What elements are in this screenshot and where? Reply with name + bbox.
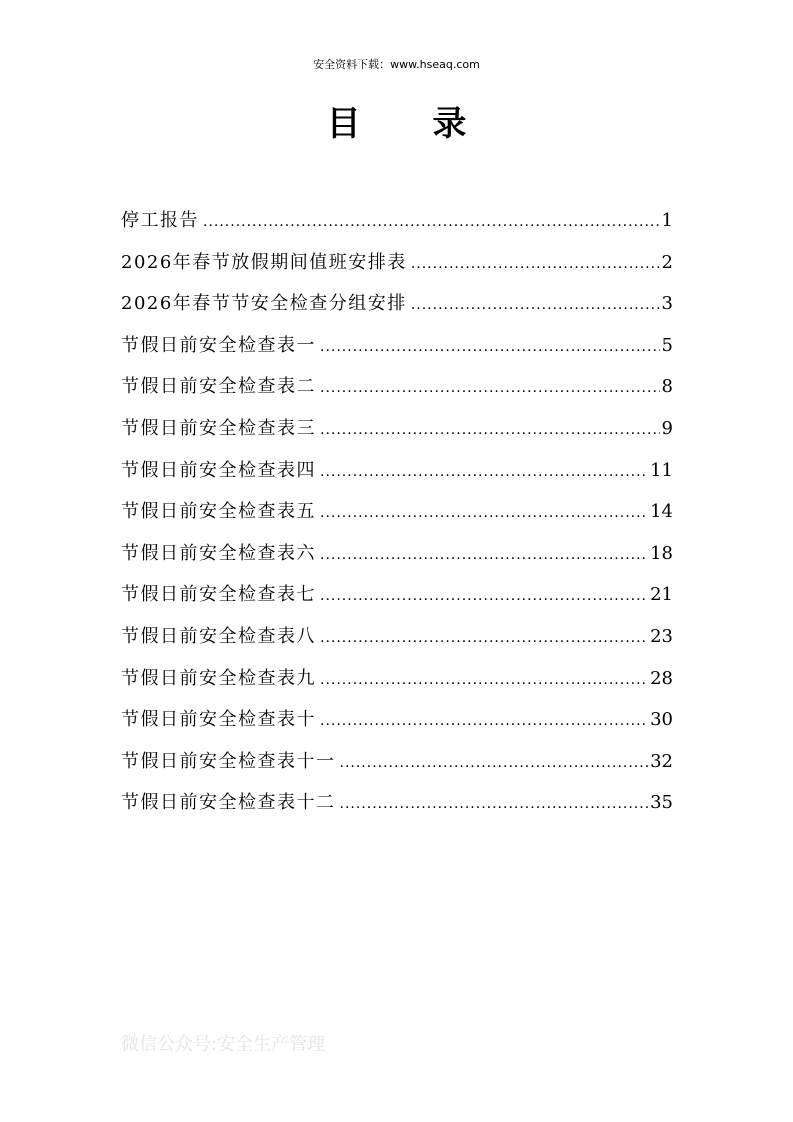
toc-dot-leader — [411, 285, 660, 327]
toc-dot-leader — [320, 368, 660, 410]
toc-entry-label: 节假日前安全检查表七 — [121, 584, 316, 606]
toc-entry-page-number: 1 — [661, 210, 673, 231]
toc-entry[interactable] — [121, 283, 673, 325]
toc-entry-label: 节假日前安全检查表一 — [121, 334, 316, 356]
toc-dot-leader — [320, 452, 648, 494]
toc-entry[interactable] — [121, 325, 673, 367]
toc-entry-label: 节假日前安全检查表六 — [121, 542, 316, 564]
toc-dot-leader — [340, 743, 649, 785]
toc-entry-label: 节假日前安全检查表三 — [121, 417, 316, 439]
toc-entry[interactable] — [121, 366, 673, 408]
toc-entry-page-number: 18 — [650, 542, 673, 564]
toc-dot-leader — [320, 535, 648, 577]
toc-entry-page-number: 5 — [661, 334, 673, 356]
toc-entry-page-number: 2 — [661, 251, 673, 273]
toc-entry[interactable] — [121, 741, 673, 783]
watermark: 微信公众号:安全生产管理 — [121, 1034, 326, 1055]
toc-dot-leader — [320, 618, 648, 660]
toc-entry-page-number: 21 — [650, 584, 673, 606]
toc-entry-page-number: 8 — [661, 376, 673, 398]
toc-entry-label: 节假日前安全检查表十二 — [121, 792, 336, 814]
toc-entry[interactable] — [121, 408, 673, 450]
toc-dot-leader — [320, 701, 648, 743]
toc-dot-leader — [320, 327, 660, 369]
toc-entry-label: 节假日前安全检查表九 — [121, 667, 316, 689]
toc-dot-leader — [320, 660, 648, 702]
toc-entry-page-number: 23 — [650, 625, 673, 647]
toc-entry-page-number: 35 — [650, 792, 673, 814]
toc-dot-leader — [411, 244, 660, 286]
toc-entry[interactable] — [121, 450, 673, 492]
toc-entry-page-number: 30 — [650, 709, 673, 731]
toc-entry-page-number: 32 — [650, 750, 673, 772]
toc-entry-label: 2026年春节节安全检查分组安排 — [121, 293, 407, 315]
toc-entry[interactable] — [121, 242, 673, 284]
toc-entry[interactable] — [121, 616, 673, 658]
toc-entry-label: 节假日前安全检查表二 — [121, 376, 316, 398]
toc-entry-label: 节假日前安全检查表十 — [121, 709, 316, 731]
toc-entry[interactable] — [121, 533, 673, 575]
toc-entry-label: 停工报告 — [121, 210, 199, 231]
table-of-contents — [121, 200, 673, 824]
toc-dot-leader — [320, 410, 660, 452]
toc-entry-label: 节假日前安全检查表十一 — [121, 750, 336, 772]
toc-entry[interactable] — [121, 782, 673, 824]
toc-entry[interactable] — [121, 699, 673, 741]
toc-dot-leader — [340, 784, 649, 826]
page-header-download-link[interactable]: 安全资料下载：www.hseaq.com — [313, 58, 480, 71]
toc-entry-label: 节假日前安全检查表四 — [121, 459, 316, 481]
toc-entry-page-number: 9 — [661, 417, 673, 439]
toc-dot-leader — [320, 493, 648, 535]
toc-entry-page-number: 28 — [650, 667, 673, 689]
toc-entry[interactable] — [121, 658, 673, 700]
toc-entry-page-number: 3 — [661, 293, 673, 315]
toc-entry[interactable] — [121, 491, 673, 533]
toc-entry-page-number: 14 — [650, 501, 673, 523]
toc-entry[interactable] — [121, 200, 673, 242]
toc-entry-label: 节假日前安全检查表八 — [121, 625, 316, 647]
toc-entry[interactable] — [121, 574, 673, 616]
toc-dot-leader — [320, 576, 648, 618]
toc-entry-page-number: 11 — [650, 459, 673, 481]
toc-entry-label: 节假日前安全检查表五 — [121, 501, 316, 523]
toc-dot-leader — [203, 202, 660, 244]
document-title: 目 录 — [326, 104, 497, 144]
toc-entry-label: 2026年春节放假期间值班安排表 — [121, 251, 407, 273]
